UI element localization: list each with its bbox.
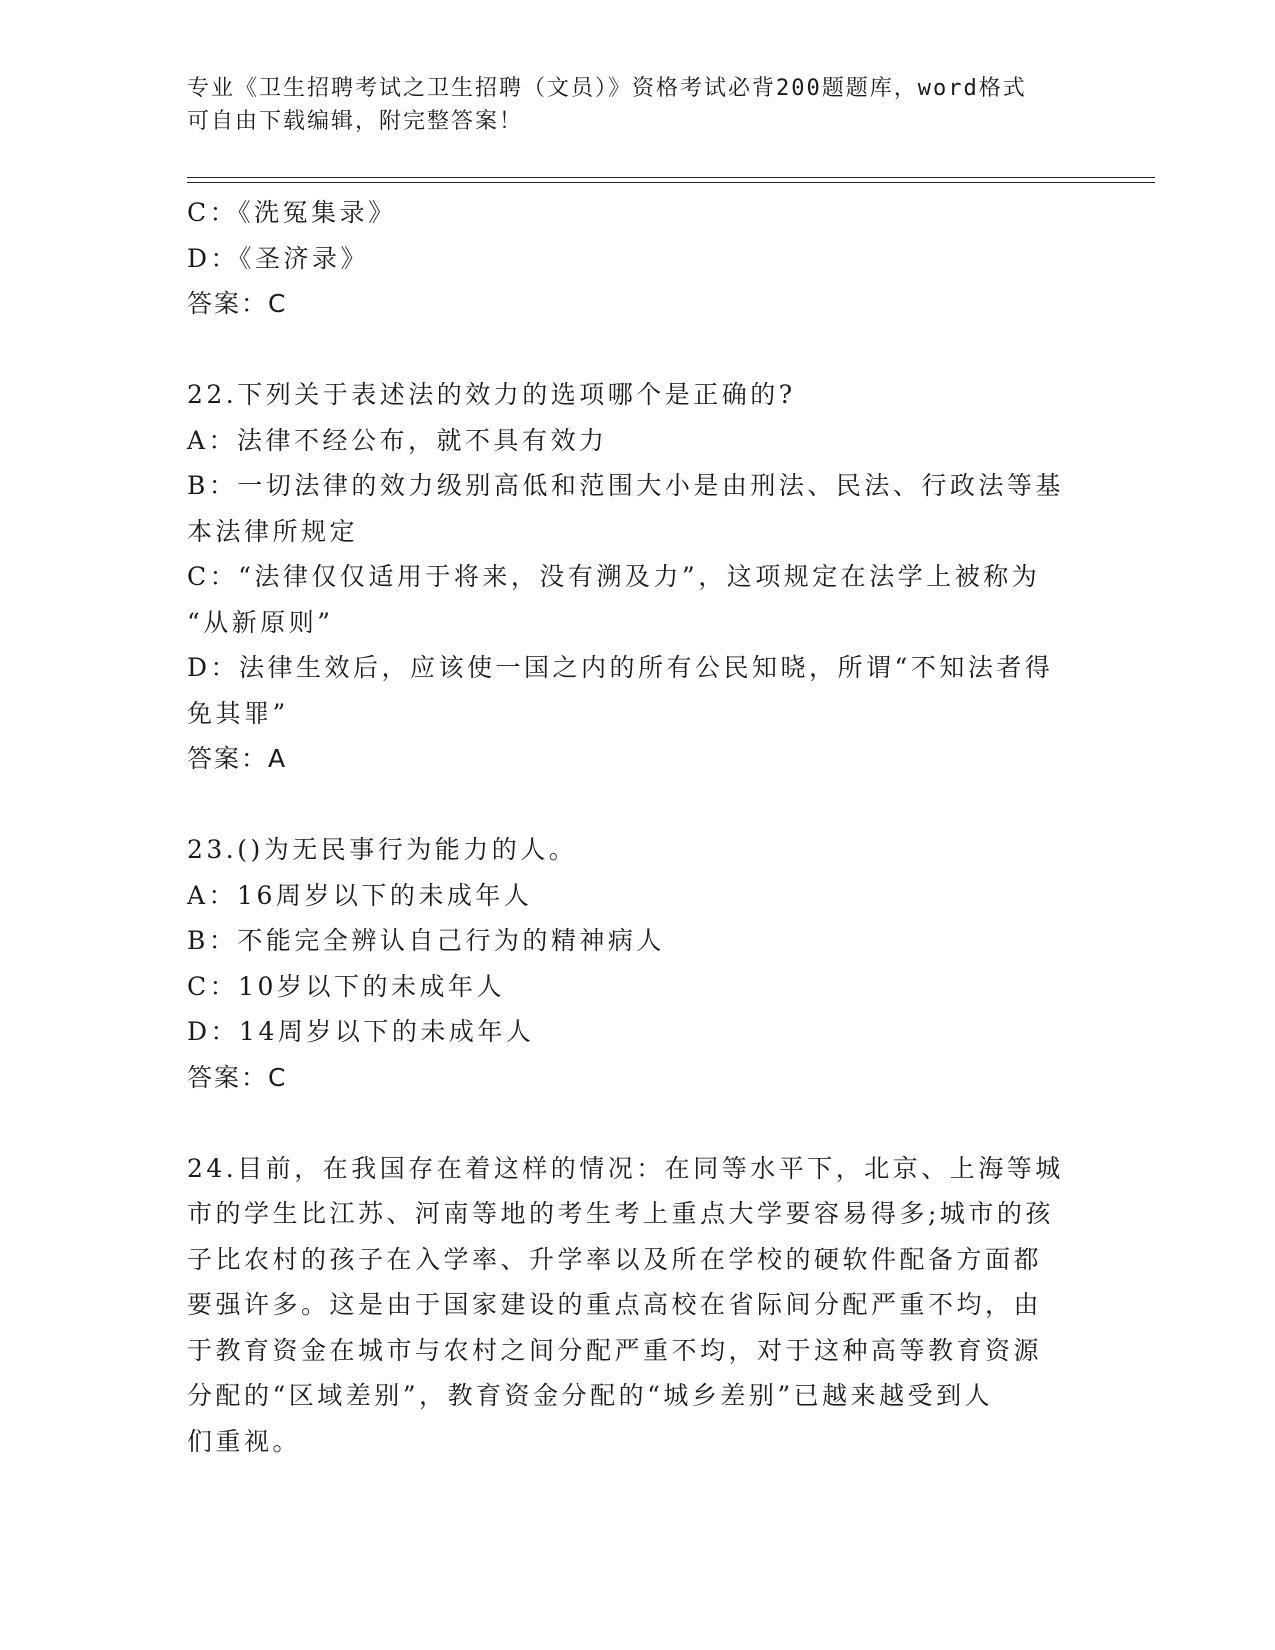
option-b-line-1: B：一切法律的效力级别高低和范围大小是由刑法、民法、行政法等基 — [187, 471, 1064, 500]
question-stem-line-7: 们重视。 — [187, 1426, 302, 1456]
option-c: C：《洗冤集录》 — [187, 198, 397, 227]
document-header — [187, 72, 1067, 138]
option-a: A：法律不经公布，就不具有效力 — [187, 425, 608, 455]
answer-line: 答案：C — [187, 1062, 288, 1092]
header-rule-top — [187, 177, 1155, 178]
option-b: B：不能完全辨认自己行为的精神病人 — [187, 926, 665, 955]
option-d-line-1: D：法律生效后，应该使一国之内的所有公民知晓，所谓“不知法者得 — [187, 653, 1054, 682]
option-d: D：《圣济录》 — [187, 243, 370, 273]
question-stem-line-6: 分配的“区域差别”，教育资金分配的“城乡差别”已越来越受到人 — [187, 1381, 994, 1410]
question-22 — [187, 372, 1072, 782]
option-c-line-2: “从新原则” — [187, 607, 334, 637]
prev-question — [187, 190, 1072, 327]
question-stem-line-1: 24.目前，在我国存在着这样的情况：在同等水平下，北京、上海等城 — [187, 1153, 1064, 1183]
question-stem-line-2: 市的学生比江苏、河南等地的考生考上重点大学要容易得多;城市的孩 — [187, 1199, 1054, 1228]
question-stem-line-4: 要强许多。这是由于国家建设的重点高校在省际间分配严重不均，由 — [187, 1290, 1043, 1319]
answer-line: 答案：C — [187, 289, 288, 318]
answer-line: 答案：A — [187, 744, 288, 773]
question-23 — [187, 827, 1072, 1100]
question-stem-line-5: 于教育资金在城市与农村之间分配严重不均，对于这种高等教育资源 — [187, 1335, 1043, 1365]
question-stem: 23.()为无民事行为能力的人。 — [187, 835, 578, 864]
question-content — [187, 190, 1072, 1464]
option-a: A：16周岁以下的未成年人 — [187, 880, 533, 910]
header-line-2: 可自由下载编辑，附完整答案！ — [187, 109, 524, 134]
header-rule-bottom — [187, 182, 1155, 183]
option-d: D：14周岁以下的未成年人 — [187, 1017, 535, 1046]
option-d-line-2: 免其罪” — [187, 698, 289, 728]
option-b-line-2: 本法律所规定 — [187, 516, 359, 546]
option-c: C：10岁以下的未成年人 — [187, 971, 505, 1001]
question-24 — [187, 1146, 1072, 1465]
question-stem-line-3: 子比农村的孩子在入学率、升学率以及所在学校的硬软件配备方面都 — [187, 1244, 1043, 1274]
question-stem: 22.下列关于表述法的效力的选项哪个是正确的? — [187, 380, 796, 409]
option-c-line-1: C：“法律仅仅适用于将来，没有溯及力”，这项规定在法学上被称为 — [187, 562, 1041, 591]
header-line-1: 专业《卫生招聘考试之卫生招聘（文员）》资格考试必背200题题库，word格式 — [187, 76, 1027, 101]
